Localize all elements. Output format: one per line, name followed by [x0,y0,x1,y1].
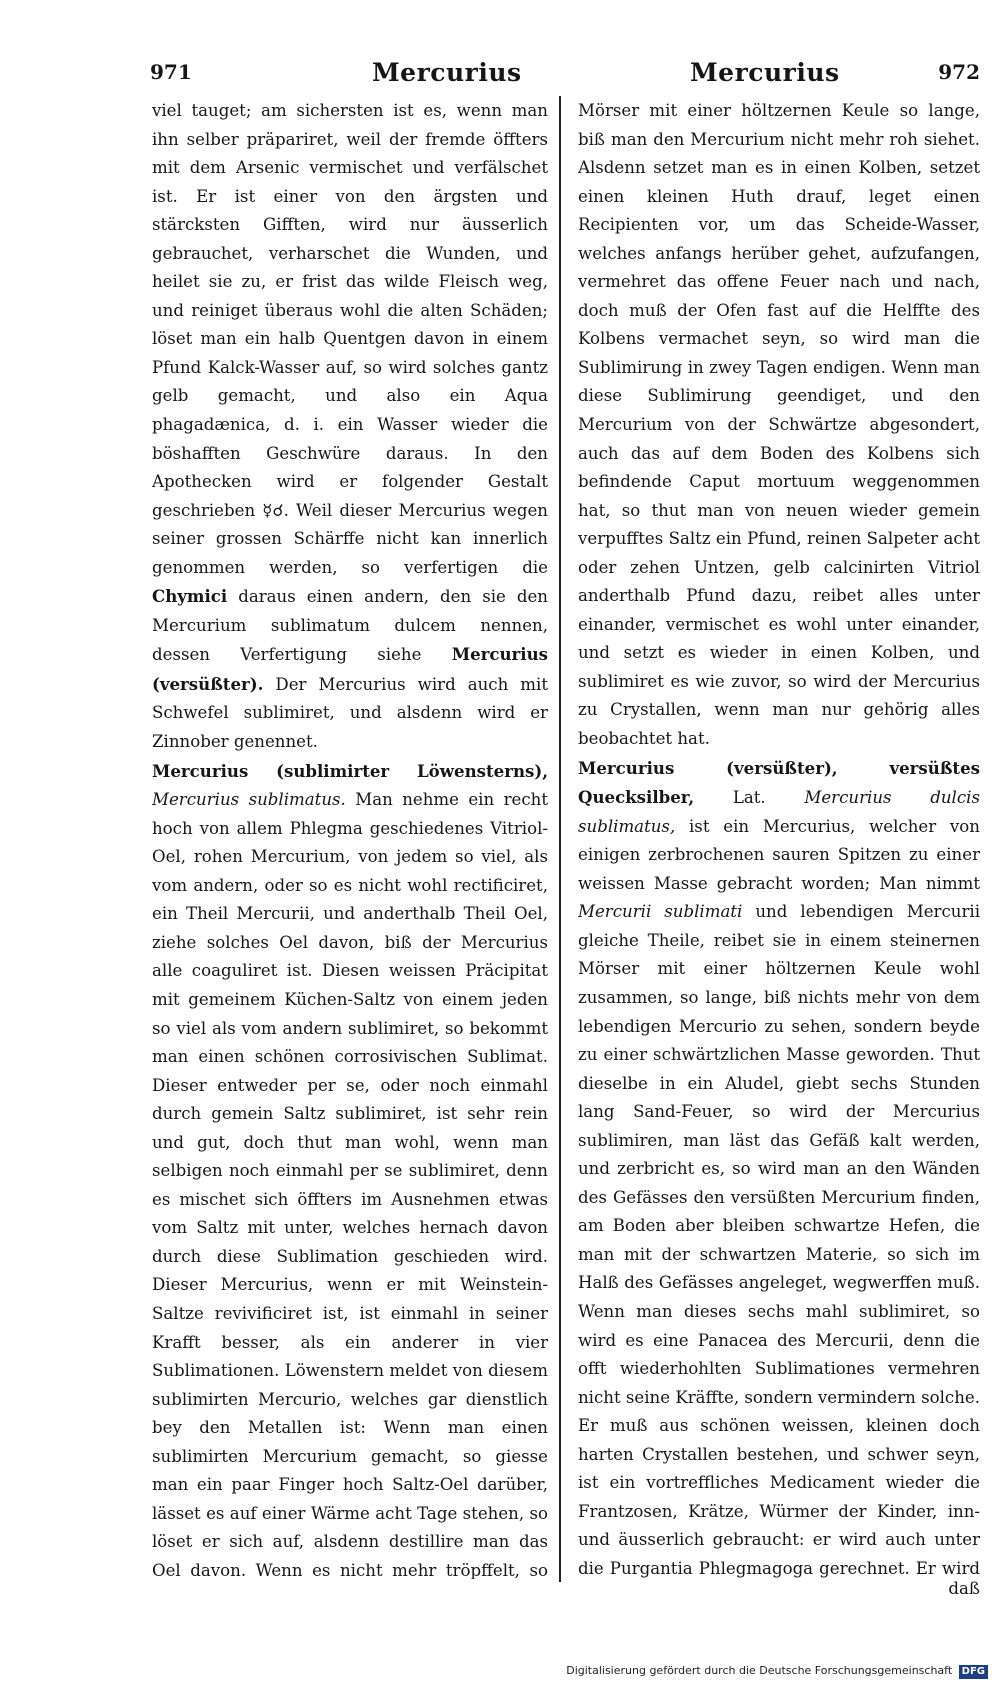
entry-mercurius-loewensterns: Mercurius (sublimirter Löwensterns), Mercurius sublimatus. Man nehme ein recht hoch von allem Phlegma geschiedenes Vitriol-Oel, rohen Mercurium, von jedem so viel, als vom andern, oder so es nicht wohl rectificiret, ein Theil Mercurii, und anderthalb Theil Oel, ziehe solches Oel davon, biß der Mercurius alle coaguliret ist. Diesen weissen Präcipitat mit gemeinem Küchen-Saltz von einem jeden so viel als vom andern sublimiret, so bekommt man einen schönen corrosivischen Sublimat. Dieser entweder per se, oder noch einmahl durch gemein Saltz sublimiret, ist sehr rein und gut, doch thut man wohl, wenn man selbigen noch einmahl per se sublimiret, denn es mischet sich öffters im Ausnehmen etwas vom Saltz mit unter, welches hernach davon durch diese Sublimation geschieden wird. Dieser Mercurius, wenn er mit Weinstein-Saltze revivificiret ist, ist einmahl in seiner Krafft besser, als ein anderer in vier Sublimationen. Löwenstern meldet von diesem sublimirten Mercurio, welches gar dienstlich bey den Metallen ist: Wenn man einen sublimirten Mercurium gemacht, so giesse man ein paar Finger hoch Saltz-Oel darüber, lässet es auf einer Wärme acht Tage stehen, so löset er sich auf, alsdenn destillire man das Oel davon. Wenn es nicht mehr tröpffelt, so [152,760,548,1579]
entry-heading: Mercurius (sublimirter Löwensterns), [152,760,548,781]
entry-heading: Mercurius (versüßter), versüßtes Quecksilber, [578,757,980,808]
footer-text: Digitalisierung gefördert durch die Deutsche Forschungsgemeinschaft [566,1664,953,1677]
right-column [578,97,980,1579]
entry-mercurius-versuesster: Mercurius (versüßter), versüßtes Quecksilber, Lat. Mercurius dulcis sublimatus, ist ein Mercurius, welcher von einigen zerbrochenen sauren Spitzen zu einer weissen Masse gebracht worden; Man nimmt Mercurii sublimati und lebendigen Mercurii gleiche Theile, reibet sie in einem steinernen Mörser mit einer höltzernen Keule wohl zusammen, so lange, biß nichts mehr von dem lebendigen Mercurio zu sehen, sondern beyde zu einer schwärtzlichen Masse geworden. Thut dieselbe in ein Aludel, giebt sechs Stunden lang Sand-Feuer, so wird der Mercurius sublimiren, man läst das Gefäß kalt werden, und zerbricht es, so wird man an den Wänden des Gefässes den versüßten Mercurium finden, am Boden aber bleiben schwartze Hefen, die man mit der schwartzen Materie, so sich im Halß des Gefässes angeleget, wegwerffen muß. Wenn man dieses sechs mahl sublimiret, so wird es eine Panacea des Mercurii, denn die offt wiederhohlten Sublimationes vermehren nicht seine Kräffte, sondern vermindern solche. Er muß aus schönen weissen, kleinen doch harten Crystallen bestehen, und schwer seyn, ist ein vortreffliches Medicament wieder die Frantzosen, Krätze, Würmer der Kinder, inn- und äusserlich gebraucht: er wird auch unter die Purgantia Phlegmagoga gerechnet. Er wird [578,757,980,1578]
latin-term: Mercurii sublimati [578,902,743,922]
catchword: daß [948,1579,980,1598]
digitization-footer [566,1664,988,1679]
page-number-right: 972 [938,60,980,84]
left-column [152,97,548,1579]
latin-term: Mercurius dulcis sublimatus, [578,788,980,836]
entry-continuation: viel tauget; am sichersten ist es, wenn man ihn selber präpariret, weil der fremde öffters mit dem Arsenic vermischet und verfälschet ist. Er ist einer von den ärgsten und stärcksten Gifften, wird nur äusserlich gebrauchet, verharschet die Wunden, und heilet sie zu, er frist das wilde Fleisch weg, und reiniget überaus wohl die alten Schäden; löset man ein halb Quentgen davon in einem Pfund Kalck-Wasser auf, so wird solches gantz gelb gemacht, und also ein Aqua phagadænica, d. i. ein Wasser wieder die böshafften Geschwüre daraus. In den Apothecken wird er folgender Gestalt geschrieben ☿☌. Weil dieser Mercurius wegen seiner grossen Schärffe nicht kan innerlich genommen werden, so verfertigen die Chymici daraus einen andern, den sie den Mercurium sublimatum dulcem nennen, dessen Verfertigung siehe Mercurius (versüßter). Der Mercurius wird auch mit Schwefel sublimiret, und alsdenn wird er Zinnober genennet. [152,101,548,752]
page-header [150,58,980,90]
page-number-left: 971 [150,60,192,84]
dfg-logo: DFG [959,1665,988,1679]
column-divider [559,96,561,1582]
keyword-chymici: Chymici [152,586,228,607]
cross-reference: Mercurius (versüßter). [152,644,548,694]
latin-term: Mercurius sublimatus. [152,790,346,810]
running-head-left: Mercurius [372,58,522,87]
running-head-right: Mercurius [690,58,840,87]
entry-continuation: Mörser mit einer höltzernen Keule so lange, biß man den Mercurium nicht mehr roh siehet. Alsdenn setzet man es in einen Kolben, setzet einen kleinen Huth drauf, leget einen Recipienten vor, um das Scheide-Wasser, welches anfangs herüber gehet, aufzufangen, vermehret das offene Feuer nach und nach, doch muß der Ofen fast auf die Helffte des Kolbens vermachet seyn, so wird man die Sublimirung in zwey Tagen endigen. Wenn man diese Sublimirung geendiget, und den Mercurium von der Schwärtze abgesondert, auch das auf dem Boden des Kolbens sich befindende Caput mortuum weggenommen hat, so thut man von neuen wieder gemein verpufftes Saltz ein Pfund, reinen Salpeter acht oder zehen Untzen, gelb calcinirten Vitriol anderthalb Pfund dazu, reibet alles unter einander, vermischet es wohl unter einander, und setzt es wieder in einen Kolben, und sublimiret es wie zuvor, so wird der Mercurius zu Crystallen, wenn man nur gehörig alles beobachtet hat. [578,101,980,749]
